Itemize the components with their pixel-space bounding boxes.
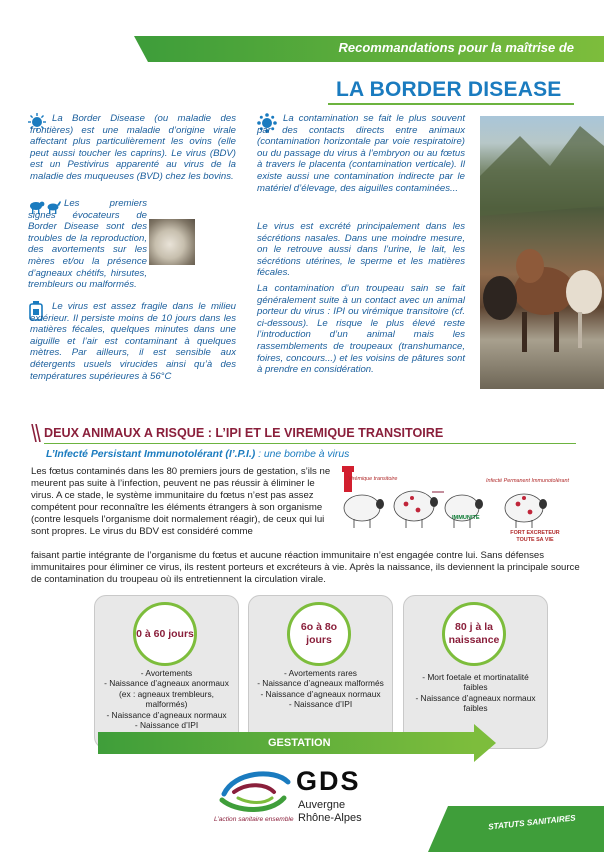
panel-list <box>410 672 541 714</box>
excretion-paragraph: Le virus est excrété principalement dans les sécrétions nasales. Dans une moindre mesure, on le retrouve aussi dans l’urine, le lait, les sécrétions utérines, le sperme et les matières fécales. <box>257 221 465 279</box>
section-underline <box>44 443 576 444</box>
fragile-paragraph: Le virus est assez fragile dans le milieu extérieur. Il persiste moins de 10 jours dans les matières fécales, quelques minutes dans une aiguille et l’air est contaminant à quelques mètres. Par ailleurs, il est sensible aux détergents usuels virucides ainsi qu’à des températures supérieures à 56°C <box>30 301 236 382</box>
panel-list <box>101 668 232 730</box>
list-item: - Naissance d’IPI <box>134 720 199 731</box>
intro-paragraph: La Border Disease (ou maladie des frontières) est une maladie d’origine virale affectant plus particulièrement les ovins (elle peut aussi toucher les caprins). Le virus (BDV) est un Pestivirus apparenté au virus de la maladie des muqueuses (BVD) chez les bovins. <box>30 113 236 182</box>
ipi-body-wide: faisant partie intégrante de l’organisme du fœtus et aucune réaction immunitaire n’est engagée contre lui. Sans défenses immunitaires pour éliminer ce virus, ils restent porteurs et excréteurs à vie. Après la naissance, ils deviennent la principale source de contamination du troupeau où ils entretiennent la circulation virale. <box>31 550 580 585</box>
panel-list <box>255 668 386 710</box>
list-item: - Avortements rares <box>284 668 357 678</box>
section-marker-icon <box>30 424 42 442</box>
list-item: - Naissance d’agneaux normaux faibles <box>415 692 536 714</box>
header-banner-text: Recommandations pour la maîtrise de <box>338 40 574 55</box>
list-item: - Naissance d’IPI <box>288 699 353 710</box>
gestation-arrow-head <box>474 724 496 762</box>
status-text: STATUTS SANITAIRES <box>487 813 577 832</box>
status-band <box>448 806 604 852</box>
period-circle: 80 j à la naissance <box>442 602 506 666</box>
viremique-label: Virémique transitoire <box>348 476 398 482</box>
period-circle: 6o à 8o jours <box>287 602 351 666</box>
panel-60-80 <box>248 595 393 749</box>
ipi-subtitle-rest: : une bombe à virus <box>255 449 350 460</box>
signs-paragraph: Les premiers signes évocateurs de Border Disease sont des troubles de la reproduction, des avortements sur les mères et/ou la présence d’agneaux chétifs, hirsutes, trembleurs ou malformés. <box>28 198 147 291</box>
gds-region <box>298 799 362 825</box>
ipi-body-narrow: Les fœtus contaminés dans les 80 premiers jours de gestation, s’ils ne meurent pas suite à l’infection, peuvent ne pas réussir à éliminer le virus. A ce stade, le système immunitaire du fœtus n’est pas assez compétent pour reconnaître les éléments étrangers à son organisme (contre lesquels l’organisme doit normalement réagir), de ceux qui lui sont propres. Le virus du BDV est considéré comme <box>31 466 331 537</box>
period-circle: 0 à 60 jours <box>133 602 197 666</box>
gds-region-line-2: Rhône-Alpes <box>298 812 362 824</box>
list-item: - Mort foetale et mortinatalité faibles <box>422 672 529 693</box>
title-underline <box>328 103 574 105</box>
section-title: DEUX ANIMAUX A RISQUE : L’IPI ET LE VIREMIQUE TRANSITOIRE <box>44 426 444 440</box>
panel-0-60 <box>94 595 239 749</box>
immunite-label: IMMUNITE <box>452 515 480 521</box>
fort-excreteur-label <box>502 530 568 544</box>
gds-tagline: L’action sanitaire ensemble <box>214 816 294 823</box>
gds-logo-mark-icon <box>214 764 294 816</box>
list-item: - Naissance d’agneaux normaux <box>260 688 381 699</box>
list-item: - Avortements <box>140 668 193 678</box>
goats-photo <box>480 116 604 389</box>
fort-line-2: TOUTE SA VIE <box>516 537 554 543</box>
contamination-paragraph: La contamination se fait le plus souvent par des contacts directs entre animaux (contamination horizontale par voie respiratoire) ou du passage du virus à l’embryon ou au fœtus à travers le placenta (contamination verticale). Il existe aussi une contamination indirecte par le matériel d’élevage, des aiguilles contaminées... <box>257 113 465 194</box>
gds-region-line-1: Auvergne <box>298 799 346 811</box>
lambs-photo <box>149 219 195 265</box>
list-item: - Naissance d’agneaux normaux <box>106 709 227 720</box>
ipi-subtitle-bold: L’Infecté Persistant Immunotolérant (I’.P.I.) <box>46 449 256 460</box>
gestation-label: GESTATION <box>268 737 331 749</box>
list-item: - Naissance d’agneaux anormaux (ex : agneaux trembleurs, malformés) <box>104 678 229 710</box>
gds-logo-text: GDS <box>296 766 361 796</box>
list-item: - Naissance d’agneaux malformés <box>257 678 384 689</box>
page-title: LA BORDER DISEASE <box>336 78 562 101</box>
fort-line-1: FORT EXCRETEUR <box>510 530 560 536</box>
ipi-label: Infecté Permanent Immunotolérant <box>486 478 569 484</box>
herd-paragraph: La contamination d’un troupeau sain se fait généralement suite à un contact avec un animal porteur du virus : IPI ou virémique transitoire (cf. ci-dessous). Le risque le plus élevé reste l’introduction d’un animal mais les rassemblements de troupeaux (transhumance, foires, concours...) et les voisins de pâtures sont à prendre en considération. <box>257 283 465 376</box>
ipi-subtitle <box>46 449 349 460</box>
